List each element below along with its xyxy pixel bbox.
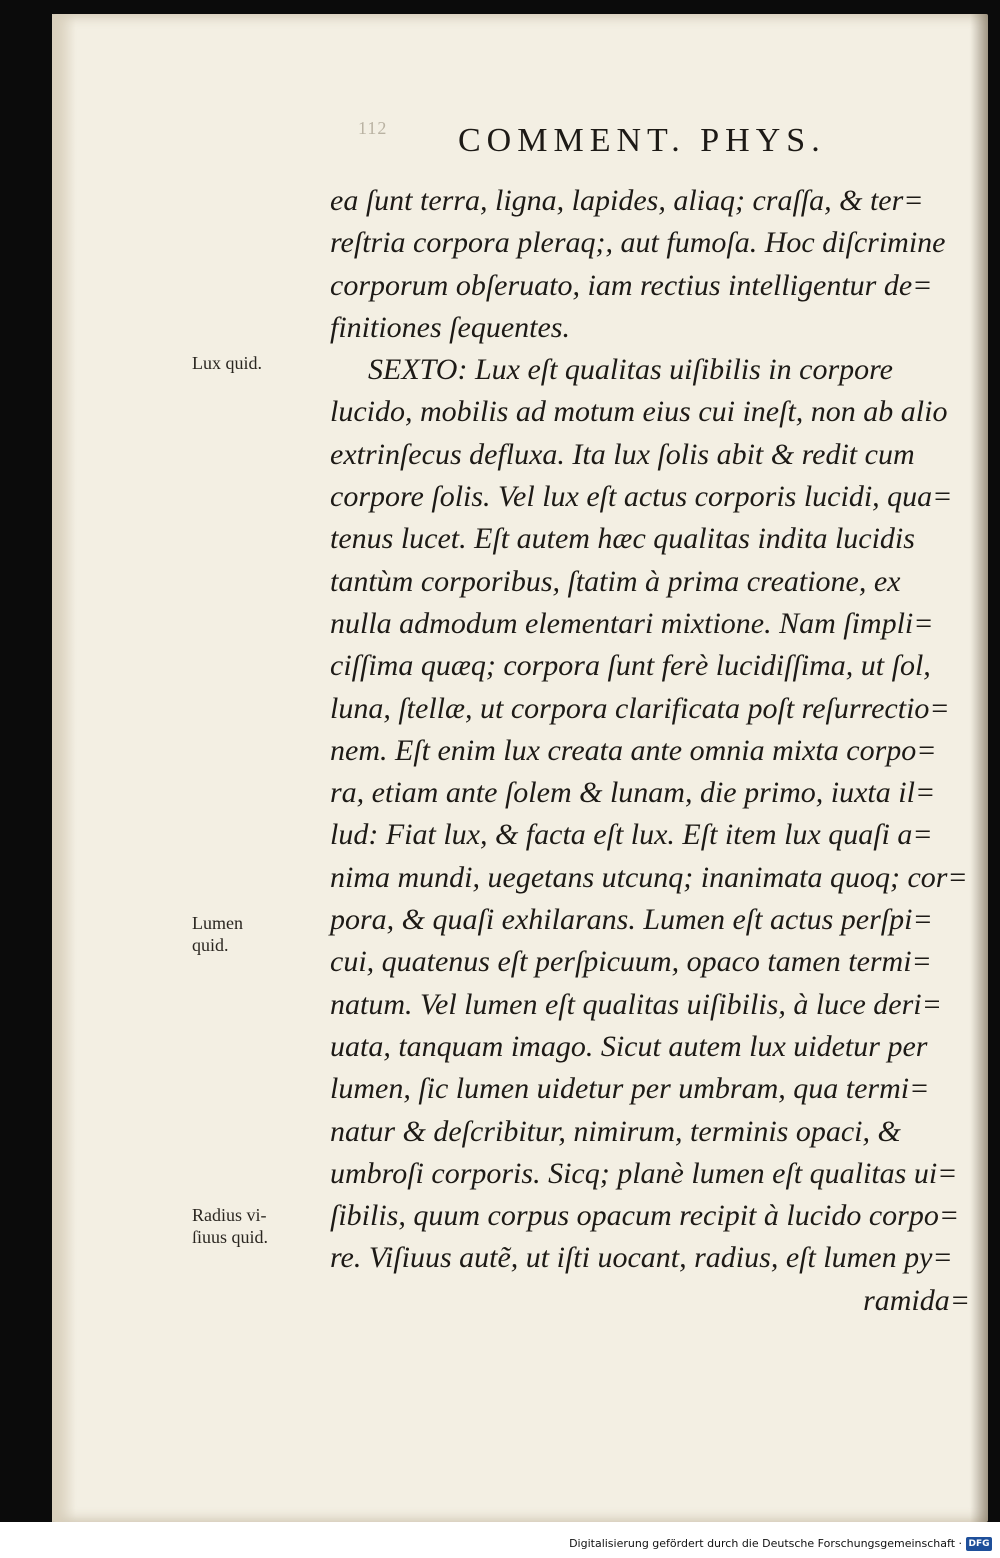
- page-gutter-shadow: [970, 14, 988, 1522]
- body-line: cui, quatenus eſt perſpicuum, opaco tamen termi=: [330, 945, 932, 979]
- margin-note-radius-line-1: Radius vi-: [192, 1205, 267, 1225]
- body-line: uata, tanquam imago. Sicut autem lux uidetur per: [330, 1029, 928, 1063]
- margin-note-radius-line-2: ſiuus quid.: [192, 1227, 269, 1247]
- body-line: ra, etiam ante ſolem & lunam, die primo, iuxta il=: [330, 776, 936, 810]
- body-line: SEXTO: Lux eſt qualitas uiſibilis in corpore: [368, 353, 893, 387]
- body-line: ſibilis, quum corpus opacum recipit à lucido corpo=: [330, 1199, 960, 1233]
- body-line: natum. Vel lumen eſt qualitas uiſibilis, à luce deri=: [330, 987, 942, 1021]
- body-line: corpore ſolis. Vel lux eſt actus corporis lucidi, qua=: [330, 480, 953, 514]
- body-line: tantùm corporibus, ſtatim à prima creatione, ex: [330, 564, 901, 598]
- body-line: nem. Eſt enim lux creata ante omnia mixta corpo=: [330, 733, 937, 767]
- body-line: re. Viſiuus autẽ, ut iſti uocant, radius, eſt lumen py=: [330, 1241, 953, 1275]
- body-line: lud: Fiat lux, & facta eſt lux. Eſt item lux quaſi a=: [330, 818, 933, 852]
- page-number: 112: [358, 118, 388, 138]
- margin-note-lux: [192, 352, 320, 374]
- page-left-edge: [52, 14, 76, 1522]
- funding-credit: Digitalisierung gefördert durch die Deutsche Forschungsgemeinschaft ·: [569, 1537, 962, 1550]
- dfg-logo: DFG: [966, 1537, 992, 1551]
- body-line: tenus lucet. Eſt autem hæc qualitas indita lucidis: [330, 522, 915, 556]
- body-text: [330, 180, 970, 1322]
- body-line: extrinſecus defluxa. Ita lux ſolis abit & redit cum: [330, 437, 915, 471]
- body-line: reſtria corpora pleraq;, aut fumoſa. Hoc diſcrimine: [330, 226, 946, 260]
- margin-note-lux-text: Lux quid.: [192, 353, 262, 373]
- margin-note-radius: [192, 1204, 320, 1248]
- body-line: natur & deſcribitur, nimirum, terminis opaci, &: [330, 1114, 901, 1148]
- margin-note-lumen-line-2: quid.: [192, 935, 229, 955]
- margin-note-lumen-line-1: Lumen: [192, 913, 243, 933]
- body-line: corporum obſeruato, iam rectius intelligentur de=: [330, 268, 933, 302]
- body-line: lumen, ſic lumen uidetur per umbram, qua termi=: [330, 1072, 930, 1106]
- margin-note-lumen: [192, 912, 320, 956]
- body-line: ea ſunt terra, ligna, lapides, aliaq; craſſa, & ter=: [330, 184, 924, 217]
- running-head: COMMENT. PHYS.: [458, 122, 826, 159]
- footer-bar: [0, 1522, 1000, 1558]
- body-line: nima mundi, uegetans utcunq; inanimata quoq; cor=: [330, 860, 968, 894]
- body-line: finitiones ſequentes.: [330, 310, 570, 344]
- catchword: ramida=: [863, 1283, 970, 1317]
- body-line: luna, ſtellæ, ut corpora clarificata poſt reſurrectio=: [330, 691, 950, 725]
- body-line: nulla admodum elementari mixtione. Nam ſimpli=: [330, 606, 934, 640]
- body-line: pora, & quaſi exhilarans. Lumen eſt actus perſpi=: [330, 903, 933, 937]
- body-line: umbroſi corporis. Sicq; planè lumen eſt qualitas ui=: [330, 1156, 958, 1190]
- body-line: ciſſima quæq; corpora ſunt ferè lucidiſſima, ut ſol,: [330, 649, 931, 683]
- body-line: lucido, mobilis ad motum eius cui ineſt, non ab alio: [330, 395, 948, 429]
